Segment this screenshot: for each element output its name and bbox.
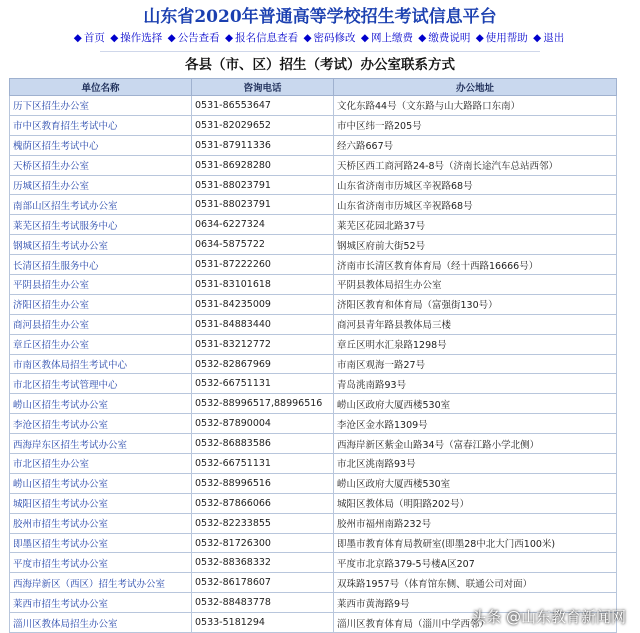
column-header-unit: 单位名称 <box>10 79 192 96</box>
phone-cell: 0531-87222260 <box>192 255 334 275</box>
address-cell: 文化东路44号（文东路与山大路路口东南） <box>334 96 617 116</box>
unit-name-cell[interactable]: 崂山区招生考试办公室 <box>10 473 192 493</box>
address-cell: 城阳区教体局（明阳路202号） <box>334 493 617 513</box>
address-cell: 天桥区西工商河路24-8号（济南长途汽车总站西邻） <box>334 155 617 175</box>
address-cell: 西海岸新区紫金山路34号（富春江路小学北侧） <box>334 434 617 454</box>
table-row <box>10 493 617 513</box>
address-cell: 淄川区教育体育局（淄川中学西邻） <box>334 613 617 633</box>
table-row <box>10 135 617 155</box>
column-header-address: 办公地址 <box>334 79 617 96</box>
site-title: 山东省2020年普通高等学校招生考试信息平台 <box>143 7 497 27</box>
address-cell: 市中区纬一路205号 <box>334 115 617 135</box>
phone-cell: 0532-88996517,88996516 <box>192 394 334 414</box>
nav-bullet-icon: ◆ <box>418 32 427 44</box>
phone-cell: 0531-86928280 <box>192 155 334 175</box>
address-cell: 崂山区政府大厦西楼530室 <box>334 473 617 493</box>
phone-cell: 0532-88368332 <box>192 553 334 573</box>
address-cell: 莱芜区花园北路37号 <box>334 215 617 235</box>
nav-home-link[interactable]: 首页 <box>83 32 105 44</box>
unit-name-cell[interactable]: 天桥区招生办公室 <box>10 155 192 175</box>
site-header <box>0 0 640 52</box>
nav-payment-help-link[interactable]: 缴费说明 <box>428 32 471 44</box>
unit-name-cell[interactable]: 胶州市招生考试办公室 <box>10 513 192 533</box>
nav-online-payment-link[interactable]: 网上缴费 <box>370 32 413 44</box>
phone-cell: 0532-66751131 <box>192 374 334 394</box>
table-row <box>10 275 617 295</box>
contact-table <box>9 78 617 633</box>
phone-cell: 0532-87890004 <box>192 414 334 434</box>
nav-bullet-icon: ◆ <box>533 32 542 44</box>
table-row <box>10 473 617 493</box>
nav-registration-info-link[interactable]: 报名信息查看 <box>235 32 299 44</box>
nav-bullet-icon: ◆ <box>475 32 484 44</box>
address-cell: 经六路667号 <box>334 135 617 155</box>
table-row <box>10 394 617 414</box>
table-row <box>10 513 617 533</box>
unit-name-cell[interactable]: 章丘区招生办公室 <box>10 334 192 354</box>
unit-name-cell[interactable]: 历城区招生办公室 <box>10 175 192 195</box>
page-title: 各县（市、区）招生（考试）办公室联系方式 <box>185 57 455 73</box>
phone-cell: 0532-87866066 <box>192 493 334 513</box>
phone-cell: 0531-83101618 <box>192 275 334 295</box>
nav-logout-link[interactable]: 退出 <box>543 32 565 44</box>
unit-name-cell[interactable]: 城阳区招生考试办公室 <box>10 493 192 513</box>
table-row <box>10 553 617 573</box>
table-row <box>10 434 617 454</box>
unit-name-cell[interactable]: 钢城区招生考试办公室 <box>10 235 192 255</box>
address-cell: 山东省济南市历城区辛祝路68号 <box>334 195 617 215</box>
table-row <box>10 573 617 593</box>
unit-name-cell[interactable]: 市南区教体局招生考试中心 <box>10 354 192 374</box>
address-cell: 济阳区教育和体育局（富强街130号） <box>334 294 617 314</box>
address-cell: 崂山区政府大厦西楼530室 <box>334 394 617 414</box>
nav-bar <box>0 31 640 45</box>
phone-cell: 0531-84883440 <box>192 314 334 334</box>
address-cell: 即墨市教育体育局教研室(即墨28中北大门西100米) <box>334 533 617 553</box>
phone-cell: 0531-88023791 <box>192 195 334 215</box>
unit-name-cell[interactable]: 济阳区招生办公室 <box>10 294 192 314</box>
address-cell: 钢城区府前大街52号 <box>334 235 617 255</box>
phone-cell: 0531-83212772 <box>192 334 334 354</box>
table-row <box>10 155 617 175</box>
unit-name-cell[interactable]: 长清区招生服务中心 <box>10 255 192 275</box>
unit-name-cell[interactable]: 崂山区招生考试办公室 <box>10 394 192 414</box>
phone-cell: 0532-88996516 <box>192 473 334 493</box>
table-row <box>10 175 617 195</box>
unit-name-cell[interactable]: 槐荫区招生考试中心 <box>10 135 192 155</box>
phone-cell: 0532-88483778 <box>192 593 334 613</box>
header-divider <box>100 51 540 52</box>
watermark: 头条 @山东教育新闻网 <box>471 608 626 626</box>
unit-name-cell[interactable]: 淄川区教体局招生办公室 <box>10 613 192 633</box>
table-row <box>10 454 617 474</box>
address-cell: 莱西市黄海路9号 <box>334 593 617 613</box>
unit-name-cell[interactable]: 平度市招生考试办公室 <box>10 553 192 573</box>
phone-cell: 0531-84235009 <box>192 294 334 314</box>
unit-name-cell[interactable]: 西海岸新区（西区）招生考试办公室 <box>10 573 192 593</box>
unit-name-cell[interactable]: 市中区教育招生考试中心 <box>10 115 192 135</box>
phone-cell: 0531-88023791 <box>192 175 334 195</box>
address-cell: 济南市长清区教育体育局（经十西路16666号） <box>334 255 617 275</box>
table-row <box>10 294 617 314</box>
unit-name-cell[interactable]: 南部山区招生考试办公室 <box>10 195 192 215</box>
nav-bullet-icon: ◆ <box>73 32 82 44</box>
table-row <box>10 314 617 334</box>
address-cell: 青岛洮南路93号 <box>334 374 617 394</box>
unit-name-cell[interactable]: 市北区招生考试管理中心 <box>10 374 192 394</box>
nav-bullet-icon: ◆ <box>167 32 176 44</box>
table-body <box>10 96 617 633</box>
table-row <box>10 533 617 553</box>
phone-cell: 0532-66751131 <box>192 454 334 474</box>
phone-cell: 0634-5875722 <box>192 235 334 255</box>
table-row <box>10 334 617 354</box>
unit-name-cell[interactable]: 莱西市招生考试办公室 <box>10 593 192 613</box>
phone-cell: 0531-86553647 <box>192 96 334 116</box>
table-row <box>10 354 617 374</box>
unit-name-cell[interactable]: 历下区招生办公室 <box>10 96 192 116</box>
table-header-row <box>10 79 617 96</box>
nav-announcement-link[interactable]: 公告查看 <box>177 32 220 44</box>
nav-bullet-icon: ◆ <box>225 32 234 44</box>
table-row <box>10 255 617 275</box>
nav-usage-help-link[interactable]: 使用帮助 <box>485 32 528 44</box>
address-cell: 双珠路1957号（体育馆东侧、联通公司对面） <box>334 573 617 593</box>
phone-cell: 0532-86178607 <box>192 573 334 593</box>
address-cell: 商河县青年路县教体局三楼 <box>334 314 617 334</box>
table-row <box>10 414 617 434</box>
table-row <box>10 215 617 235</box>
phone-cell: 0533-5181294 <box>192 613 334 633</box>
nav-bullet-icon: ◆ <box>110 32 119 44</box>
phone-cell: 0531-87911336 <box>192 135 334 155</box>
phone-cell: 0634-6227324 <box>192 215 334 235</box>
address-cell: 市北区洮南路93号 <box>334 454 617 474</box>
unit-name-cell[interactable]: 平阴县招生办公室 <box>10 275 192 295</box>
address-cell: 章丘区明水汇泉路1298号 <box>334 334 617 354</box>
unit-name-cell[interactable]: 市北区招生办公室 <box>10 454 192 474</box>
nav-password-link[interactable]: 密码修改 <box>313 32 356 44</box>
unit-name-cell[interactable]: 商河县招生办公室 <box>10 314 192 334</box>
address-cell: 李沧区金水路1309号 <box>334 414 617 434</box>
phone-cell: 0532-81726300 <box>192 533 334 553</box>
table-row <box>10 195 617 215</box>
unit-name-cell[interactable]: 莱芜区招生考试服务中心 <box>10 215 192 235</box>
address-cell: 平度市北京路379-5号楼A区207 <box>334 553 617 573</box>
phone-cell: 0532-82233855 <box>192 513 334 533</box>
table-row <box>10 115 617 135</box>
nav-bullet-icon: ◆ <box>303 32 312 44</box>
column-header-phone: 咨询电话 <box>192 79 334 96</box>
address-cell: 平阴县教体局招生办公室 <box>334 275 617 295</box>
address-cell: 山东省济南市历城区辛祝路68号 <box>334 175 617 195</box>
phone-cell: 0532-82867969 <box>192 354 334 374</box>
nav-bullet-icon: ◆ <box>360 32 369 44</box>
address-cell: 市南区观海一路27号 <box>334 354 617 374</box>
unit-name-cell[interactable]: 西海岸东区招生考试办公室 <box>10 434 192 454</box>
table-row <box>10 235 617 255</box>
phone-cell: 0532-86883586 <box>192 434 334 454</box>
phone-cell: 0531-82029652 <box>192 115 334 135</box>
address-cell: 胶州市福州南路232号 <box>334 513 617 533</box>
nav-operation-link[interactable]: 操作选择 <box>120 32 163 44</box>
unit-name-cell[interactable]: 李沧区招生考试办公室 <box>10 414 192 434</box>
table-row <box>10 96 617 116</box>
table-row <box>10 374 617 394</box>
unit-name-cell[interactable]: 即墨区招生考试办公室 <box>10 533 192 553</box>
